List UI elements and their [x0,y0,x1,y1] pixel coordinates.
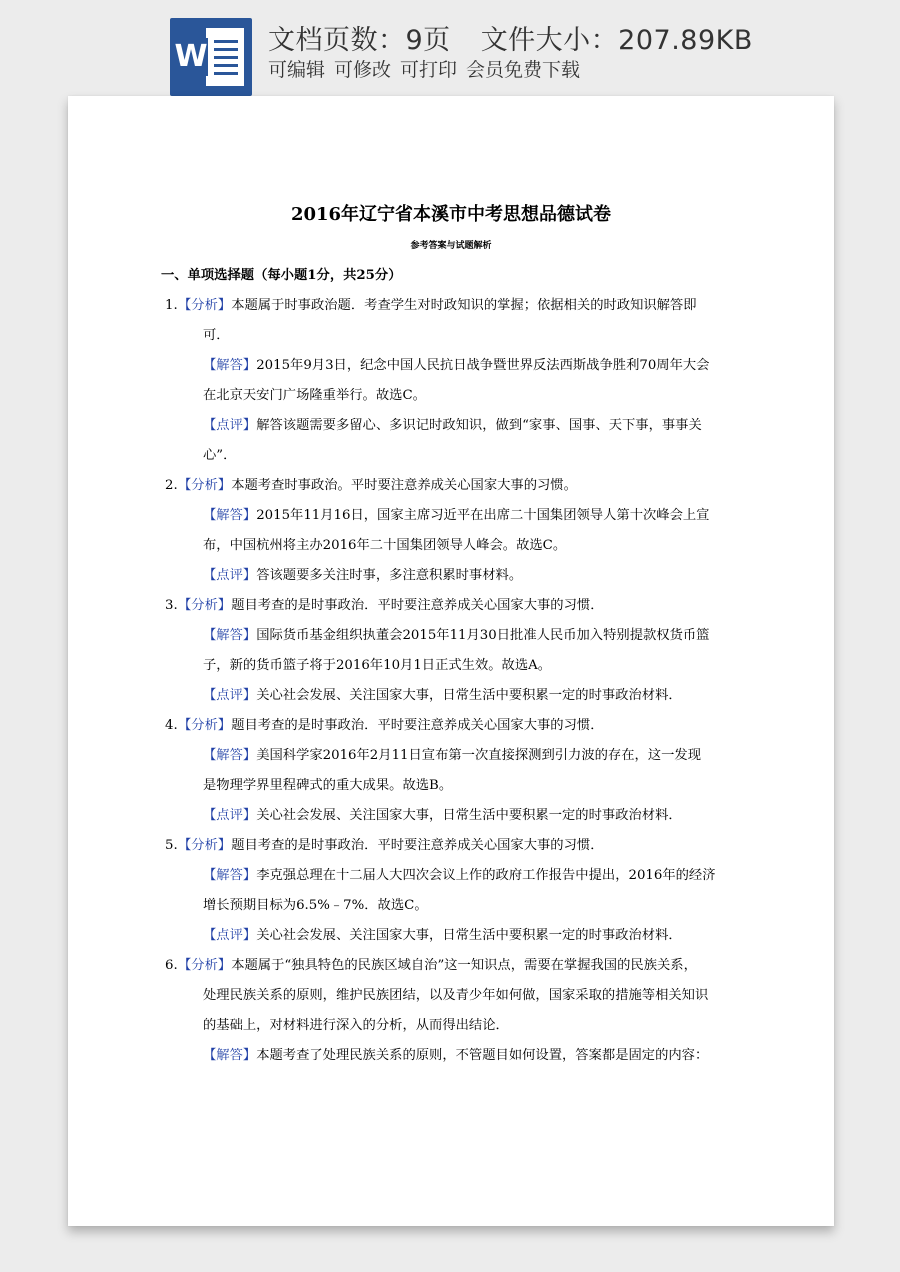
item-comment-line [178,681,718,711]
item-comment-line [178,411,718,441]
page-count-label: 文档页数：9页 [268,25,451,56]
item-comment-text: 心”． [203,448,237,463]
item-comment-text: 关心社会发展、关注国家大事，日常生活中要积累一定的时事政治材料． [256,688,682,703]
item-analysis-line [178,321,718,351]
item-comment-line [178,561,718,591]
item-answer-text: 2015年9月3日，纪念中国人民抗日战争暨世界反法西斯战争胜利70周年大会 [256,358,710,373]
item-analysis-line [178,1011,718,1041]
item-analysis-text: 本题属于“独具特色的民族区域自治”这一知识点，需要在掌握我国的民族关系， [231,958,697,973]
analysis-tag: 【分析】 [178,478,232,493]
analysis-tag: 【分析】 [178,718,232,733]
item-number: 3. [165,598,178,613]
item-analysis-line [178,981,718,1011]
document-body [161,261,718,1071]
item-analysis-text: 本题考查时事政治。平时要注意养成关心国家大事的习惯。 [231,478,577,493]
item-analysis-text: 题目考查的是时事政治．平时要注意养成关心国家大事的习惯． [231,718,604,733]
item-number: 1. [165,298,178,313]
item-analysis-line [165,711,718,741]
item-answer-line [178,771,718,801]
item-number: 4. [165,718,178,733]
item-answer-line [178,891,718,921]
comment-tag: 【点评】 [203,808,257,823]
item-answer-text: 增长预期目标为6.5%﹣7%．故选C。 [203,898,428,913]
comment-tag: 【点评】 [203,568,257,583]
item-answer-line [178,861,718,891]
item-comment-text: 答该题要多关注时事，多注意积累时事材料。 [256,568,523,583]
answer-tag: 【解答】 [203,358,257,373]
item-answer-text: 本题考查了处理民族关系的原则，不管题目如何设置，答案都是固定的内容： [256,1048,709,1063]
download-header [0,0,900,96]
document-subtitle: 参考答案与试题解析 [410,241,492,251]
analysis-tag: 【分析】 [178,598,232,613]
item-comment-line [178,921,718,951]
analysis-tag: 【分析】 [178,838,232,853]
feature-printable: 可打印 [400,59,458,81]
item-answer-text: 在北京天安门广场隆重举行。故选C。 [203,388,426,403]
item-analysis-text: 本题属于时事政治题．考查学生对时政知识的掌握；依据相关的时政知识解答即 [231,298,697,313]
item-answer-line [178,351,718,381]
file-info-line [268,18,753,57]
item-analysis-line [165,291,718,321]
answer-tag: 【解答】 [203,748,257,763]
item-analysis-line [165,951,718,981]
answer-tag: 【解答】 [203,868,257,883]
item-comment-text: 关心社会发展、关注国家大事，日常生活中要积累一定的时事政治材料． [256,928,682,943]
item-analysis-text: 的基础上，对材料进行深入的分析，从而得出结论． [203,1018,509,1033]
item-analysis-line [165,831,718,861]
item-comment-line [178,801,718,831]
answer-tag: 【解答】 [203,628,257,643]
item-answer-text: 李克强总理在十二届人大四次会议上作的政府工作报告中提出，2016年的经济 [256,868,716,883]
item-number: 2. [165,478,178,493]
item-number: 6. [165,958,178,973]
item-answer-text: 2015年11月16日，国家主席习近平在出席二十国集团领导人第十次峰会上宣 [256,508,710,523]
item-answer-line [178,381,718,411]
word-icon-letter: W [174,39,208,74]
item-comment-line [178,441,718,471]
answer-tag: 【解答】 [203,1048,257,1063]
section-heading: 一、单项选择题（每小题1分，共25分） [161,268,402,283]
word-icon-paper [206,28,244,86]
answer-tag: 【解答】 [203,508,257,523]
item-answer-line [178,1041,718,1071]
document-page [68,96,834,1226]
feature-modifiable: 可修改 [334,59,392,81]
item-answer-line [178,531,718,561]
comment-tag: 【点评】 [203,418,257,433]
item-answer-text: 布，中国杭州将主办2016年二十国集团领导人峰会。故选C。 [203,538,567,553]
item-answer-text: 子，新的货币篮子将于2016年10月1日正式生效。故选A。 [203,658,552,673]
item-comment-text: 解答该题需要多留心、多识记时政知识，做到“家事、国事、天下事，事事关 [256,418,702,433]
item-answer-line [178,501,718,531]
analysis-tag: 【分析】 [178,958,232,973]
comment-tag: 【点评】 [203,928,257,943]
document-title: 2016年辽宁省本溪市中考思想品德试卷 [290,204,612,225]
item-analysis-line [165,471,718,501]
item-answer-line [178,621,718,651]
feature-list [268,55,589,82]
item-answer-text: 是物理学界里程碑式的重大成果。故选B。 [203,778,453,793]
item-comment-text: 关心社会发展、关注国家大事，日常生活中要积累一定的时事政治材料． [256,808,682,823]
comment-tag: 【点评】 [203,688,257,703]
analysis-tag: 【分析】 [178,298,232,313]
item-analysis-text: 题目考查的是时事政治．平时要注意养成关心国家大事的习惯． [231,838,604,853]
item-number: 5. [165,838,178,853]
item-analysis-text: 题目考查的是时事政治．平时要注意养成关心国家大事的习惯． [231,598,604,613]
item-analysis-text: 可． [203,328,230,343]
word-document-icon [170,18,252,96]
feature-editable: 可编辑 [268,59,326,81]
item-answer-line [178,651,718,681]
feature-member-download: 会员免费下载 [466,59,581,81]
item-analysis-line [165,591,718,621]
file-size-label: 文件大小：207.89KB [480,25,753,56]
item-answer-text: 美国科学家2016年2月11日宣布第一次直接探测到引力波的存在，这一发现 [256,748,702,763]
item-answer-text: 国际货币基金组织执董会2015年11月30日批准人民币加入特别提款权货币篮 [256,628,710,643]
item-answer-line [178,741,718,771]
item-analysis-text: 处理民族关系的原则，维护民族团结，以及青少年如何做，国家采取的措施等相关知识 [203,988,709,1003]
